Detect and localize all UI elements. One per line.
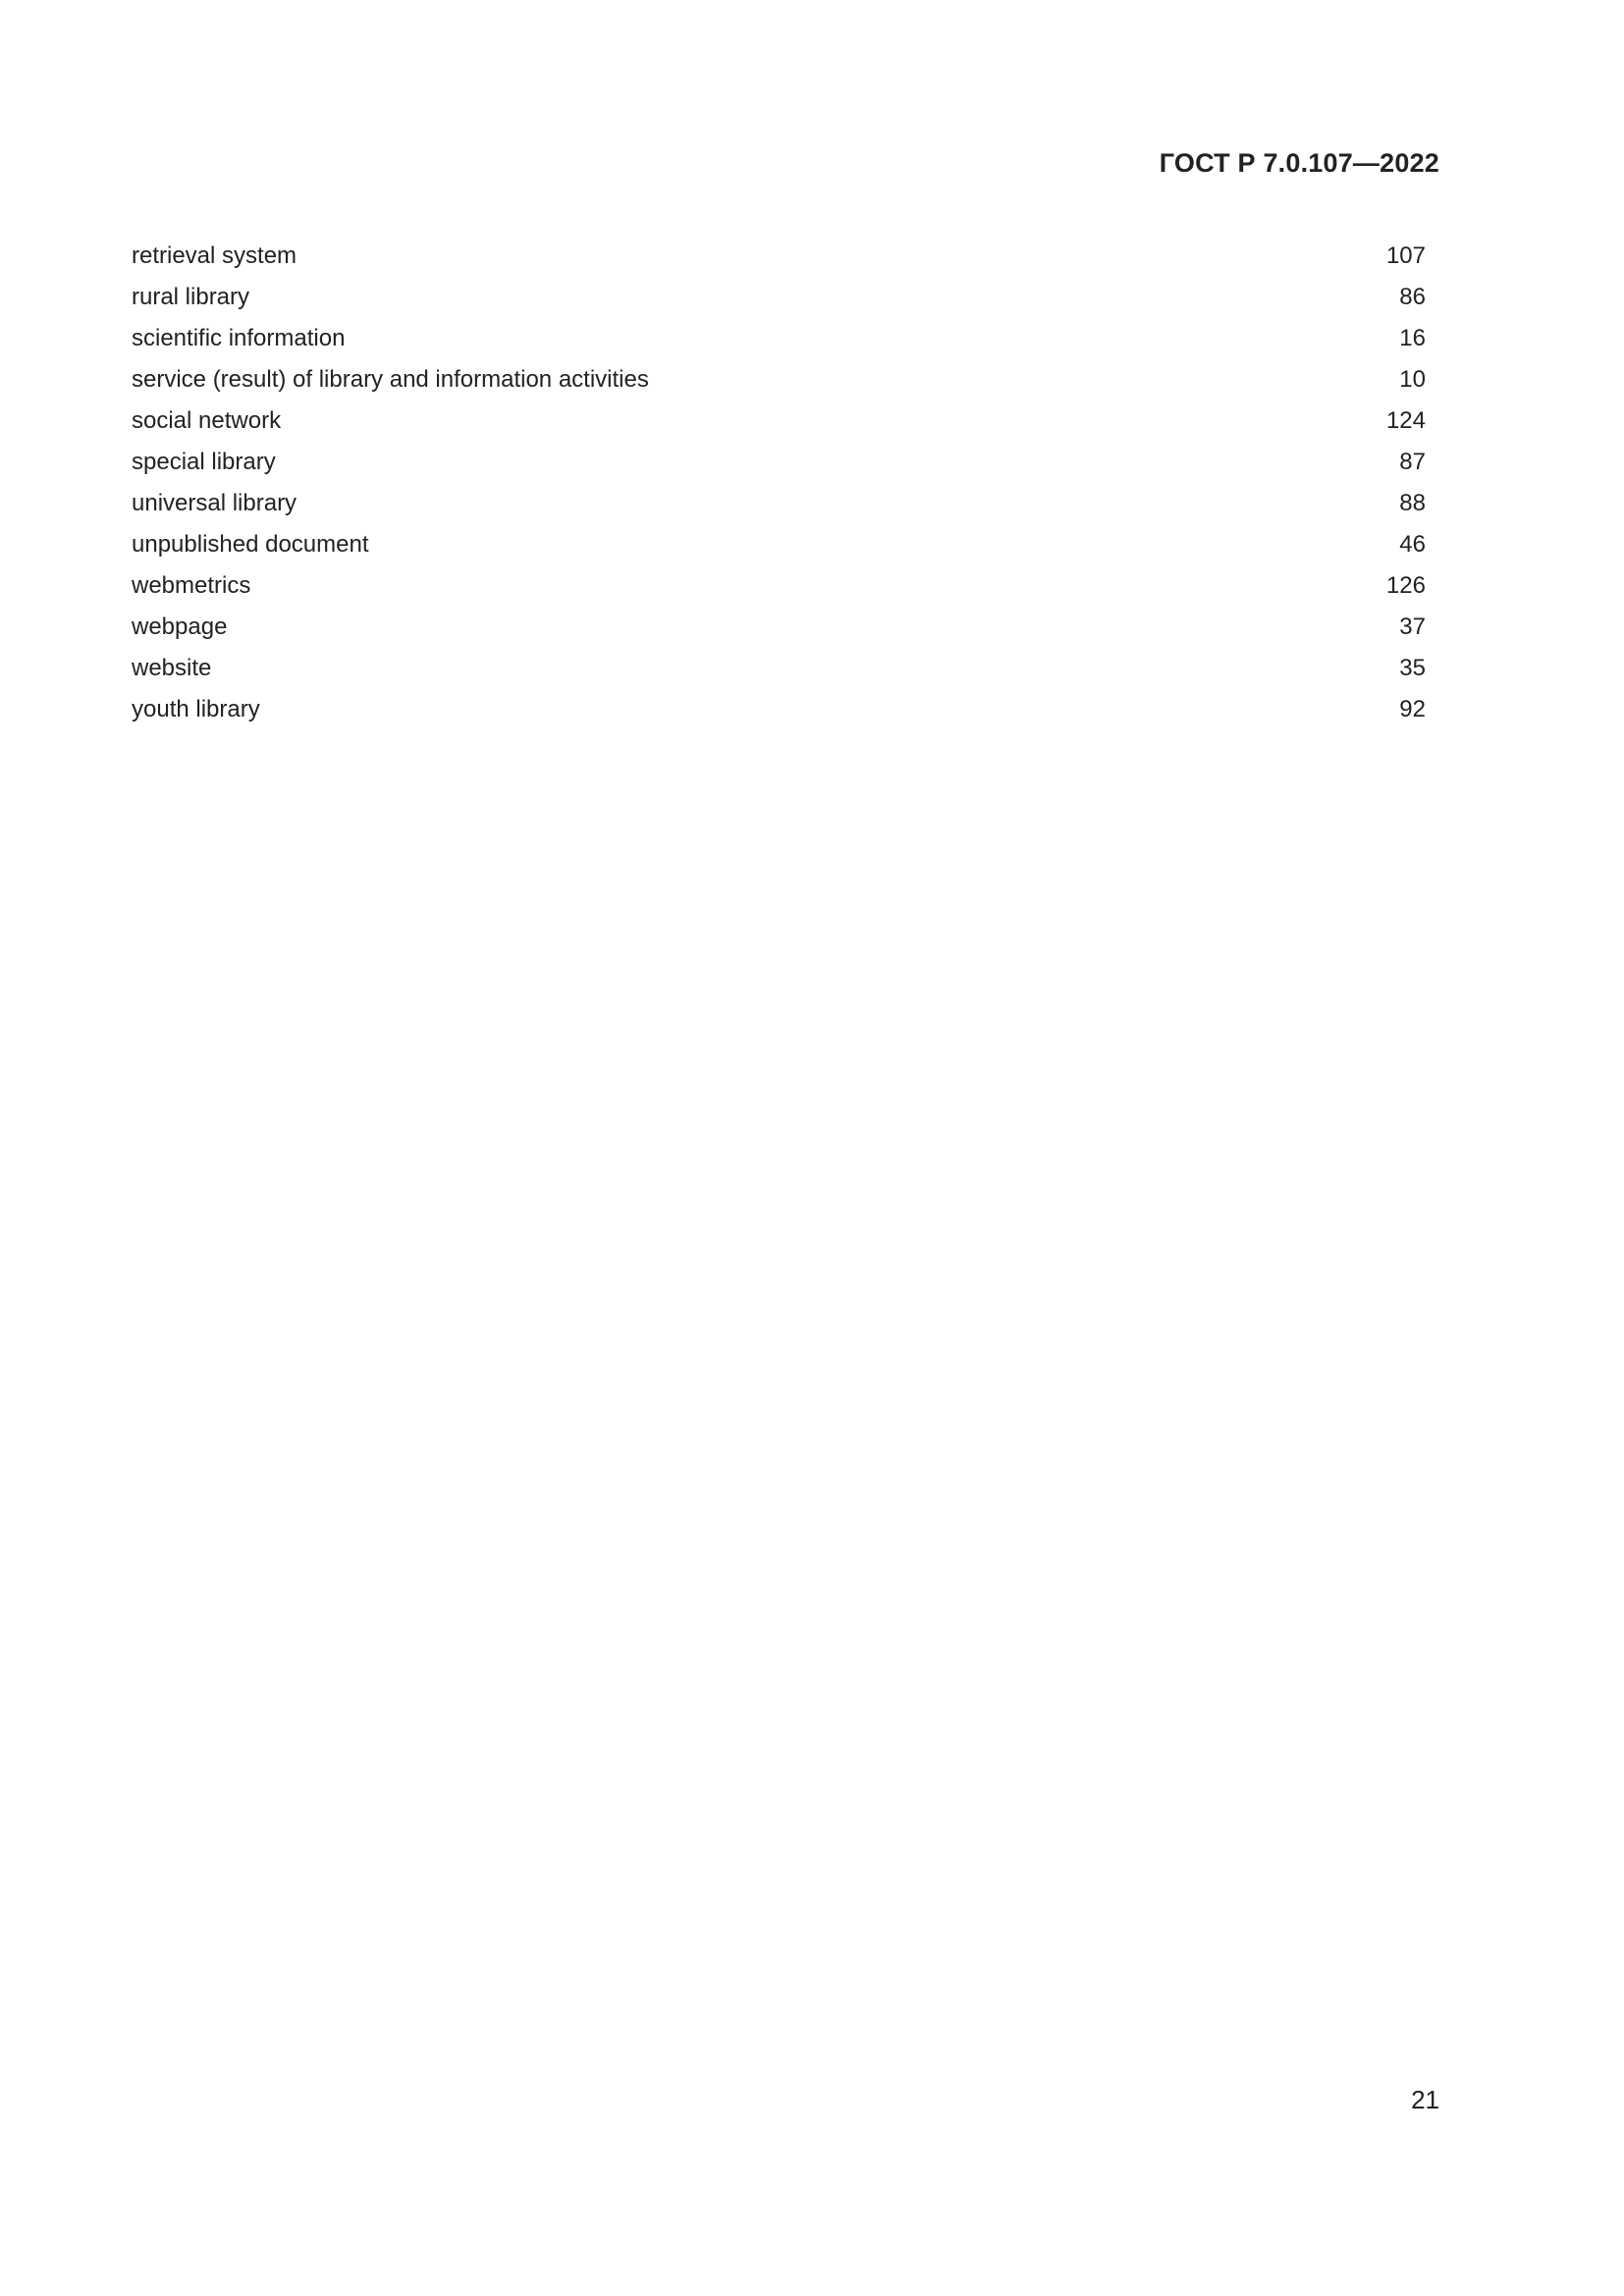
- index-entry: [132, 607, 1426, 648]
- index-entry: [132, 359, 1426, 400]
- index-page-ref: 35: [1399, 655, 1426, 681]
- index-page-ref: 37: [1399, 614, 1426, 640]
- index-term: website: [132, 655, 212, 681]
- index-page-ref: 86: [1399, 284, 1426, 310]
- index-term: rural library: [132, 284, 250, 310]
- index-list: [132, 236, 1426, 730]
- index-page-ref: 46: [1399, 531, 1426, 558]
- index-term: youth library: [132, 696, 260, 722]
- index-term: social network: [132, 407, 282, 434]
- index-entry: [132, 236, 1426, 277]
- index-page-ref: 107: [1385, 242, 1426, 269]
- index-entry: [132, 483, 1426, 524]
- index-term: service (result) of library and information activities: [132, 366, 649, 393]
- index-term: universal library: [132, 490, 298, 516]
- index-page-ref: 16: [1399, 325, 1426, 351]
- index-entry: [132, 565, 1426, 607]
- index-term: retrieval system: [132, 242, 298, 269]
- index-page-ref: 10: [1399, 366, 1426, 393]
- index-entry: [132, 318, 1426, 359]
- index-entry: [132, 277, 1426, 318]
- index-term: special library: [132, 449, 276, 475]
- page-number: 21: [1411, 2085, 1439, 2114]
- document-header: ГОСТ Р 7.0.107—2022: [1159, 148, 1439, 178]
- index-page-ref: 88: [1399, 490, 1426, 516]
- index-entry: [132, 648, 1426, 689]
- index-term: scientific information: [132, 325, 346, 351]
- index-term: webmetrics: [132, 572, 251, 599]
- index-entry: [132, 524, 1426, 565]
- index-page-ref: 124: [1385, 407, 1426, 434]
- index-entry: [132, 689, 1426, 730]
- index-term: unpublished document: [132, 531, 369, 558]
- index-entry: [132, 442, 1426, 483]
- index-page-ref: 92: [1399, 696, 1426, 722]
- index-entry: [132, 400, 1426, 442]
- index-term: webpage: [132, 614, 228, 640]
- index-page-ref: 87: [1399, 449, 1426, 475]
- index-page-ref: 126: [1385, 572, 1426, 599]
